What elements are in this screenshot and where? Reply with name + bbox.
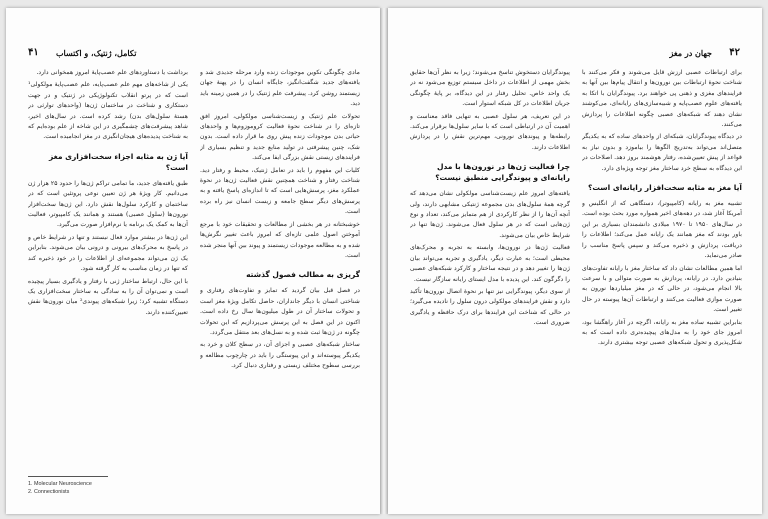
paragraph: مادی چگونگی تکوین موجودات زنده وارد مرحله جدیدی شد و یافته‌های جدید شگفت‌انگیز، جایگاه انسان را در پهنهٔ جهان زیستمند روشن کرد. پیشرفت علم ژنتیک را در همین زمینه باید دید.	[200, 69, 360, 108]
footnote: 1. Molecular Neuroscience	[28, 481, 92, 487]
section-heading: آیا مغز به مثابه سخت‌افزار رایانه‌ای است؟	[588, 183, 742, 193]
paragraph: در این تعریف، هر سلول عصبی به تنهایی فاقد معناست و اهمیت آن در ارتباطی است که با سایر سلول‌ها برقرار می‌کند. رابطه‌ها و پیوندهای نورونی، مهم‌ترین نقش را در پردازش اطلاعات دارند.	[410, 112, 570, 151]
paragraph: ساختار شبکه‌های عصبی و اجزای آن، در سطح کلان و خرد به یکدیگر پیوسته‌اند و این پیوستگی را باید در چارچوب مطالعه و بررسی سطوح مختلف زیستی و رفتاری دنبال کرد.	[200, 341, 360, 370]
footnote-rule	[28, 476, 108, 477]
paragraph: برداشت یا دستاوردهای علم عصب‌پایهٔ امروز همخوانی دارد.	[36, 69, 188, 76]
text-column-right	[200, 68, 360, 488]
page-header	[410, 48, 740, 62]
page-number: ۴۲	[729, 47, 740, 58]
paragraph: یافته‌های امروز علم زیست‌شناسی مولکولی نشان می‌دهد که گرچه همهٔ سلول‌های بدن مجموعه ژنتیکی مشابهی دارند، ولی آنچه آن‌ها را از نظر کارکردی از هم متمایز می‌کند، تعداد و نوع ژن‌هایی است که در هر سلول فعال می‌شوند. ژن‌ها تنها در شرایط خاص بیان می‌شوند.	[410, 190, 570, 239]
paragraph: از سوی دیگر، پیوندگرایی نیز تنها بر نحوهٔ اتصال نورون‌ها تأکید دارد و نقش فرایندهای مولکولی درون سلول را نادیده می‌گیرد؛ در حالی که شناخت این فرایندها برای درک حافظه و یادگیری ضروری است.	[410, 287, 570, 327]
paragraph: کلیات این مفهوم را باید در تعامل ژنتیک، محیط و رفتار دید. شناخت رفتار و شناخت همچنین نقش فعالیت ژن‌ها در نحوهٔ عملکرد مغز، پرسش‌هایی است که تا اندازه‌ای پاسخ یافته و به پرسش‌های دیگر سطح جامعه و زیست انسان نیز راه برده است.	[200, 166, 360, 216]
text-column-left	[410, 68, 570, 488]
section-heading: گریزی به مطالب فصول گذشته	[246, 270, 360, 280]
footnotes	[28, 480, 178, 496]
paragraph: تحولات علم ژنتیک و زیست‌شناسی مولکولی، امروز افق تازه‌ای را در شناخت نحوهٔ فعالیت کروموزوم‌ها و واحدهای حیاتی بدن موجودات زنده پیش روی ما قرار داده است. بدون شک، چنین پیشرفتی در تولید منابع جدید و تنظیم بسیاری از فرایندهای زیستی نقش بزرگی ایفا می‌کند.	[200, 112, 360, 162]
paragraph: بنابراین تشبیه ساده مغز به رایانه، اگرچه در آغاز راهگشا بود، امروز جای خود را به مدل‌های پیچیده‌تری داده است که به شکل‌پذیری و تحول شبکه‌های عصبی توجه بیشتری دارند.	[582, 318, 742, 347]
paragraph: پیوندگرایان دستخوش تناسخ می‌شوند؛ زیرا به نظر آن‌ها حقایق بخش مهمی از اطلاعات در داخل سیستم توزیع می‌شود نه در یک واحد خاص. تحلیل رفتار در این دیدگاه، بر پایهٔ چگونگی جریان اطلاعات در کل شبکه استوار است.	[410, 69, 570, 108]
paragraph: در فصل قبل بیان گردید که تمایز و تفاوت‌های رفتاری و شناختی انسان با دیگر جانداران، حاصل تکامل ویژهٔ مغز است و تحولات ساختار آن در طول میلیون‌ها سال رخ داده است. اکنون در این فصل به این پرسش می‌پردازیم که این تحولات چگونه در ژن‌ها ثبت شده و به نسل‌های بعد منتقل می‌گردد.	[200, 287, 360, 336]
left-page	[6, 8, 380, 514]
page-header	[28, 48, 358, 62]
page-number: ۴۱	[28, 47, 39, 58]
section-heading: آیا ژن به مثابه اجزاء سخت‌افزاری مغز است؟	[48, 151, 188, 172]
footnote: 2. Connectionists	[28, 489, 70, 495]
paragraph: با این حال، ارتباط ساختار ژنی با رفتار و یادگیری بسیار پیچیده است و نمی‌توان آن را به سادگی به ساختار سخت‌افزاری یک دستگاه تشبیه کرد؛ زیرا شبکه‌های پیوندی² میان نورون‌ها نقش تعیین‌کننده دارند.	[28, 277, 188, 316]
paragraph: برای ارتباطات عصبی ارزش قایل می‌شوند و فکر می‌کنند با شناخت نحوهٔ ارتباطات بین نورون‌ها و انتقال پیام‌ها بین آنها به فرایندهای مغزی و ذهنی پی خواهند برد. پیوندگرایان با اتکا به یافته‌های علوم عصب‌پایه و شبیه‌سازی‌های رایانه‌ای، می‌کوشند نشان دهند که شبکه‌های عصبی چگونه اطلاعات را پردازش می‌کنند.	[582, 69, 742, 129]
paragraph: در دیدگاه پیوندگرایان، شبکه‌ای از واحدهای ساده که به یکدیگر متصل‌اند می‌تواند به‌تدریج الگوها را بیاموزد و بدون نیاز به قواعد از پیش تعیین‌شده، رفتار هوشمند بروز دهد. اصلاحات در این دیدگاه به سطح خرد ساختار مغز توجه ویژه‌ای دارد.	[582, 133, 742, 172]
book-gutter	[380, 8, 388, 514]
text-column-left	[28, 68, 188, 488]
right-page	[388, 8, 762, 514]
paragraph: خوشبختانه در هر بخشی از مطالعات و تحقیقات خود با مرجع آموختن اصول علمی تازه‌ای که امروز باعث تغییر نگرش‌ها شده و به مطالعه موجودات زیستمند و پیوند بین آنها منجر شده است.	[200, 220, 360, 259]
paragraph: طبق یافته‌های جدید، ما تمامی تراکم ژن‌ها را حدود ۲۵ هزار ژن می‌دانیم. کار ویژهٔ هر ژن تعیین نوعی پروتئین است که در ساختمان و کارکرد سلول‌ها نقش دارد. این ژن‌ها سخت‌افزار نورون‌ها (سلول عصبی) هستند و همانند یک کامپیوتر، فعالیت آن‌ها به کمک یک برنامه یا نرم‌افزار صورت می‌گیرد.	[28, 179, 188, 229]
paragraph: فعالیت ژن‌ها در نورون‌ها، وابسته به تجربه و محرک‌های محیطی است؛ به عبارت دیگر، یادگیری و تجربه می‌تواند بیان ژن‌ها را تغییر دهد و در نتیجه ساختار و کارکرد شبکه‌های عصبی را دگرگون کند. این پدیده با مدل ایستای رایانه سازگار نیست.	[410, 244, 570, 283]
running-title: جهان در مغز	[669, 48, 712, 58]
paragraph: یکی از شاخه‌های مهم علم عصب‌پایه، علم عصب‌پایهٔ مولکولی¹ است که در پرتو انقلاب تکنولوژیکی در ژنتیک و در جهت دستکاری و شناخت در ساختمان ژن‌ها (واحدهای توارثی در هستهٔ سلول‌های بدن) رشد کرده است. در سال‌های اخیر، شاهد پیشرفت‌های چشمگیری در این شاخه از علم بوده‌ایم که به شناخت پدیده‌های هیجان‌انگیزی در مغز انجامیده است.	[28, 81, 188, 141]
running-title: تکامل، ژنتیک، و اکتساب	[56, 48, 137, 58]
paragraph: این ژن‌ها در بیشتر موارد فعال نیستند و تنها در شرایط خاص و در پاسخ به محرک‌های بیرونی و درونی بیان می‌شوند. بنابراین یک ژن می‌تواند مجموعه‌ای از اطلاعات را در خود ذخیره کند که تنها در زمان مناسب به کار گرفته شود.	[28, 233, 188, 273]
text-column-right	[582, 68, 742, 488]
section-heading: چرا فعالیت ژن‌ها در نورون‌ها با مدل رایانه‌ای و پیوندگرایی منطبق نیست؟	[435, 162, 570, 183]
paragraph: تشبیه مغز به رایانه (کامپیوتر)، دستگاهی که از انگلیس و آمریکا آغاز شد، در دهه‌های اخیر همواره مورد بحث بوده است. در سال‌های ۱۹۵۰ تا ۱۹۷۰ میلادی دانشمندان بسیاری بر این باور بودند که مغز همانند یک رایانه عمل می‌کند؛ اطلاعات را دریافت، پردازش و ذخیره می‌کند و سپس پاسخ مناسب را صادر می‌نماید.	[582, 200, 742, 260]
paragraph: اما همین مطالعات نشان داد که ساختار مغز با رایانه تفاوت‌های بنیادین دارد. در رایانه، پردازش به صورت متوالی و با سرعت بالا انجام می‌شود، در حالی که در مغز میلیاردها نورون به صورت موازی فعالیت می‌کنند و ارتباطات آن‌ها پیوسته در حال تغییر است.	[582, 264, 742, 314]
